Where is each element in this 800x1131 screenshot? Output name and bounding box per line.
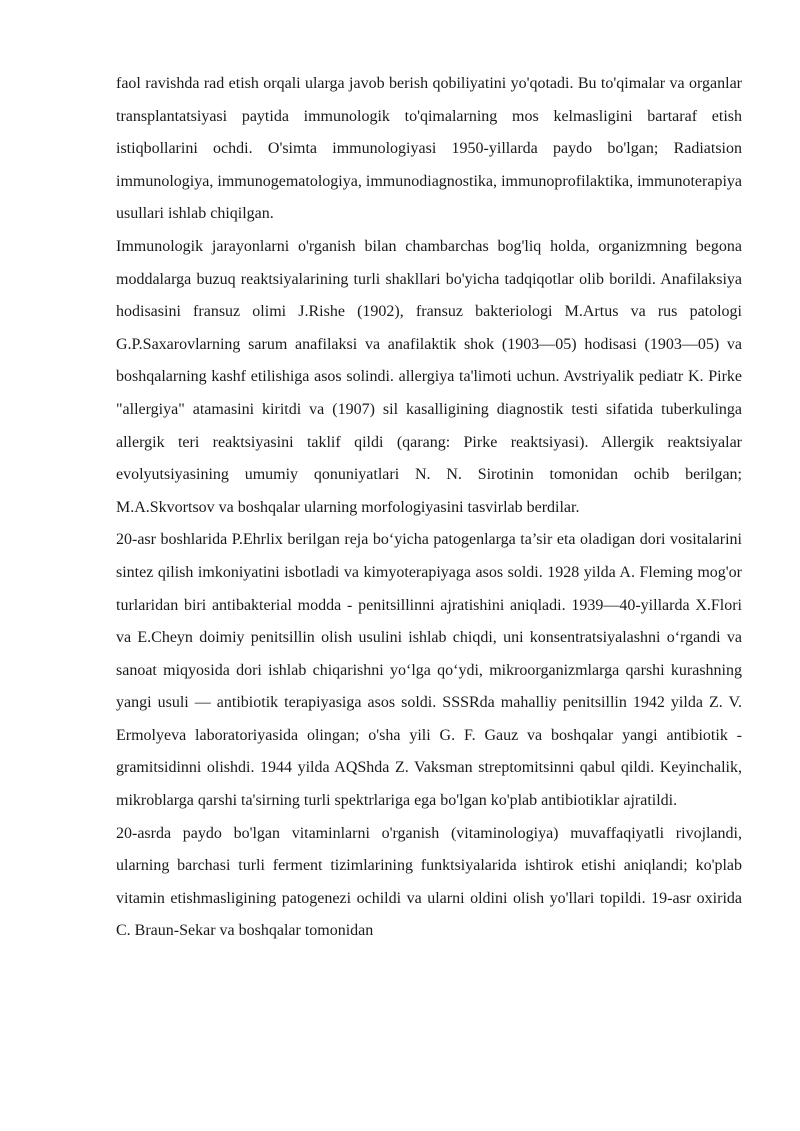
document-page — [116, 68, 742, 948]
paragraph: 20-asr boshlarida P.Ehrlix berilgan reja bo‘yicha patogenlarga ta’sir eta oladigan dori vositalarini sintez qilish imkoniyatini isbotladi va kimyoterapiyaga asos soldi. 1928 yilda A. Fleming mog'or turlaridan biri antibakterial modda - penitsillinni ajratishini aniqladi. 1939—40-yillarda X.Flori va E.Cheyn doimiy penitsillin olish usulini ishlab chiqdi, uni konsentratsiyalashni o‘rgandi va sanoat miqyosida dori ishlab chiqarishni yo‘lga qo‘ydi, mikroorganizmlarga qarshi kurashning yangi usuli — antibiotik terapiyasiga asos soldi. SSSRda mahalliy penitsillin 1942 yilda Z. V. Ermolyeva laboratoriyasida olingan; o'sha yili G. F. Gauz va boshqalar yangi antibiotik - gramitsidinni olishdi. 1944 yilda AQShda Z. Vaksman streptomitsinni qabul qildi. Keyinchalik, mikroblarga qarshi ta'sirning turli spektrlariga ega bo'lgan ko'plab antibiotiklar ajratildi. — [116, 531, 742, 810]
paragraph: Immunologik jarayonlarni o'rganish bilan chambarchas bog'liq holda, organizmning begona moddalarga buzuq reaktsiyalarining turli shakllari bo'yicha tadqiqotlar olib borildi. Anafilaksiya hodisasini fransuz olimi J.Rishe (1902), fransuz bakteriologi M.Artus va rus patologi G.P.Saxarovlarning sarum anafilaksi va anafilaktik shok (1903—05) hodisasi (1903—05) va boshqalarning kashf etilishiga asos solindi. allergiya ta'limoti uchun. Avstriyalik pediatr K. Pirke "allergiya" atamasini kiritdi va (1907) sil kasalligining diagnostik testi sifatida tuberkulinga allergik teri reaktsiyasini taklif qildi (qarang: Pirke reaktsiyasi). Allergik reaktsiyalar evolyutsiyasining umumiy qonuniyatlari N. N. Sirotinin tomonidan ochib berilgan; M.A.Skvortsov va boshqalar ularning morfologiyasini tasvirlab berdilar. — [116, 237, 742, 516]
paragraph: faol ravishda rad etish orqali ularga javob berish qobiliyatini yo'qotadi. Bu to'qimalar va organlar transplantatsiyasi paytida immunologik to'qimalarning mos kelmasligini bartaraf etish istiqbollarini ochdi. O'simta immunologiyasi 1950-yillarda paydo bo'lgan; Radiatsion immunologiya, immunogematologiya, immunodiagnostika, immunoprofilaktika, immunoterapiya usullari ishlab chiqilgan. — [116, 75, 742, 223]
paragraph: 20-asrda paydo bo'lgan vitaminlarni o'rganish (vitaminologiya) muvaffaqiyatli rivojlandi, ularning barchasi turli ferment tizimlarining funktsiyalarida ishtirok etishi aniqlandi; ko'plab vitamin etishmasligining patogenezi ochildi va ularni oldini olish yo'llari topildi. 19-asr oxirida C. Braun-Sekar va boshqalar tomonidan — [116, 824, 742, 940]
